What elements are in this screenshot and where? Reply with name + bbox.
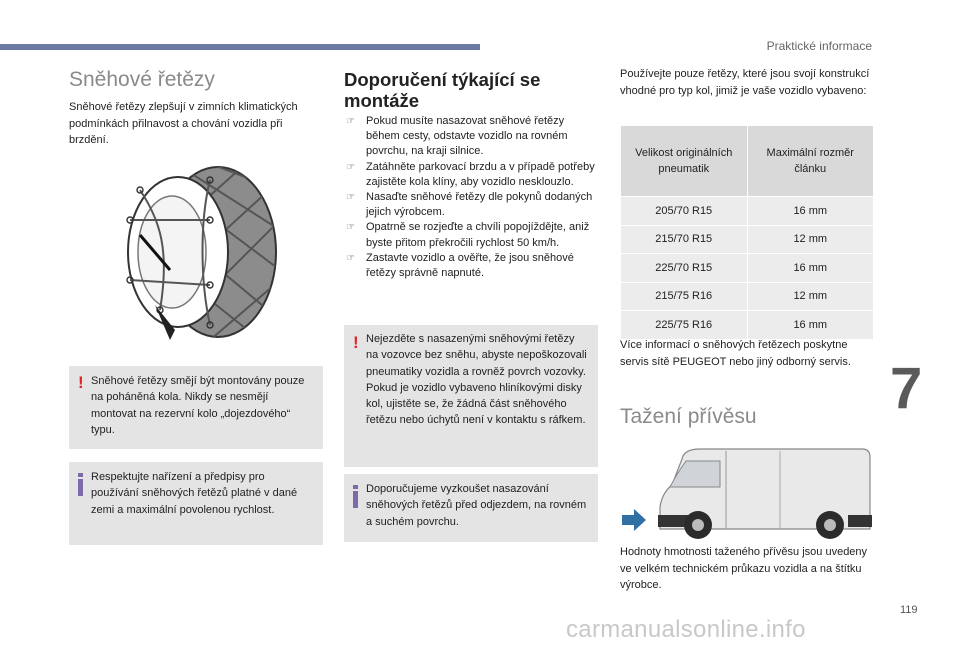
arrow-bullet-icon: ☞ bbox=[346, 116, 355, 127]
towing-text: Hodnoty hmotnosti taženého přívěsu jsou uvedeny ve velkém technickém průkazu vozidla a na štítku výrobce. bbox=[620, 546, 868, 592]
tire-size-table bbox=[620, 125, 874, 340]
table-row: 215/75 R16 12 mm bbox=[621, 282, 874, 311]
header-accent-bar bbox=[0, 44, 480, 50]
list-item: ☞ Opatrně se rozjeďte a chvíli popojíždějte, aniž byste přitom překročili rychlost 50 km/h. bbox=[346, 221, 590, 249]
snow-chains-title: Sněhové řetězy bbox=[69, 68, 215, 91]
snow-chains-intro: Sněhové řetězy zlepšují v zimních klimatických podmínkách přilnavost a chování vozidla při brzdění. bbox=[69, 101, 298, 147]
warning-text: Sněhové řetězy smějí být montovány pouze na poháněná kola. Nikdy se nesmějí montovat na rezervní kolo „dojezdového“ typu. bbox=[91, 375, 305, 436]
warning-exclamation-icon: ! bbox=[78, 373, 84, 392]
section-title: Praktické informace bbox=[766, 39, 872, 53]
info-text: Respektujte nařízení a předpisy pro používání sněhových řetězů platné v dané zemi a maximální povolenou rychlost. bbox=[91, 471, 298, 516]
info-box-practice bbox=[344, 474, 598, 542]
arrow-bullet-icon: ☞ bbox=[346, 222, 355, 234]
table-header-row bbox=[621, 126, 874, 197]
service-note: Více informací o sněhových řetězech poskytne servis sítě PEUGEOT nebo jiný odborný servis. bbox=[620, 339, 851, 368]
van-towing-illustration bbox=[620, 445, 880, 545]
info-icon bbox=[78, 473, 83, 496]
mounting-recommendations-title: Doporučení týkající se montáže bbox=[344, 69, 541, 111]
warning-box-no-snow bbox=[344, 325, 598, 467]
table-header-tire-size: Velikost originálních pneumatik bbox=[621, 126, 748, 197]
snow-chain-tire-illustration bbox=[100, 160, 290, 340]
arrow-bullet-icon: ☞ bbox=[346, 252, 355, 264]
chain-compatibility-intro: Používejte pouze řetězy, které jsou svojí konstrukcí vhodné pro typ kol, jimiž je vaše vozidlo vybaveno: bbox=[620, 68, 870, 97]
info-icon bbox=[353, 485, 358, 508]
table-header-link-size: Maximální rozměr článku bbox=[747, 126, 874, 197]
list-item: ☞ Pokud musíte nasazovat sněhové řetězy během cesty, odstavte vozidlo na rovném povrchu, na kraji silnice. bbox=[346, 115, 568, 158]
mounting-steps-list bbox=[344, 114, 597, 281]
chapter-number: 7 bbox=[890, 356, 923, 421]
table-row: 205/70 R15 16 mm bbox=[621, 197, 874, 226]
info-text: Doporučujeme vyzkoušet nasazování sněhových řetězů před odjezdem, na rovném a suchém povrchu. bbox=[366, 483, 587, 528]
warning-exclamation-icon: ! bbox=[353, 333, 359, 352]
arrow-bullet-icon: ☞ bbox=[346, 192, 355, 204]
page-number: 119 bbox=[900, 604, 918, 616]
list-item: ☞ Nasaďte sněhové řetězy dle pokynů dodaných jejich výrobcem. bbox=[346, 191, 593, 219]
table-row: 225/70 R15 16 mm bbox=[621, 254, 874, 283]
watermark: carmanualsonline.info bbox=[566, 616, 806, 643]
warning-text: Nejezděte s nasazenými sněhovými řetězy na vozovce bez sněhu, abyste nepoškozovali pneumatiky vozidla a rovněž povrch vozovky. Pokud je vozidlo vybaveno hliníkovými disky kol, ujistěte se, že žádná část sněhového řetězu nebo úchytů není v kontaktu s ráfkem. bbox=[366, 333, 587, 427]
table-row: 215/70 R15 12 mm bbox=[621, 225, 874, 254]
table-row: 225/75 R16 16 mm bbox=[621, 311, 874, 340]
list-item: ☞ Zatáhněte parkovací brzdu a v případě potřeby zajistěte kola klíny, aby vozidlo nesklouzlo. bbox=[346, 160, 595, 188]
info-box-regulations bbox=[69, 462, 323, 545]
list-item: ☞ Zastavte vozidlo a ověřte, že jsou sněhové řetězy správně napnuté. bbox=[346, 251, 574, 280]
warning-box-drive-wheels bbox=[69, 366, 323, 449]
towing-title: Tažení přívěsu bbox=[620, 405, 757, 428]
arrow-bullet-icon: ☞ bbox=[346, 161, 355, 173]
